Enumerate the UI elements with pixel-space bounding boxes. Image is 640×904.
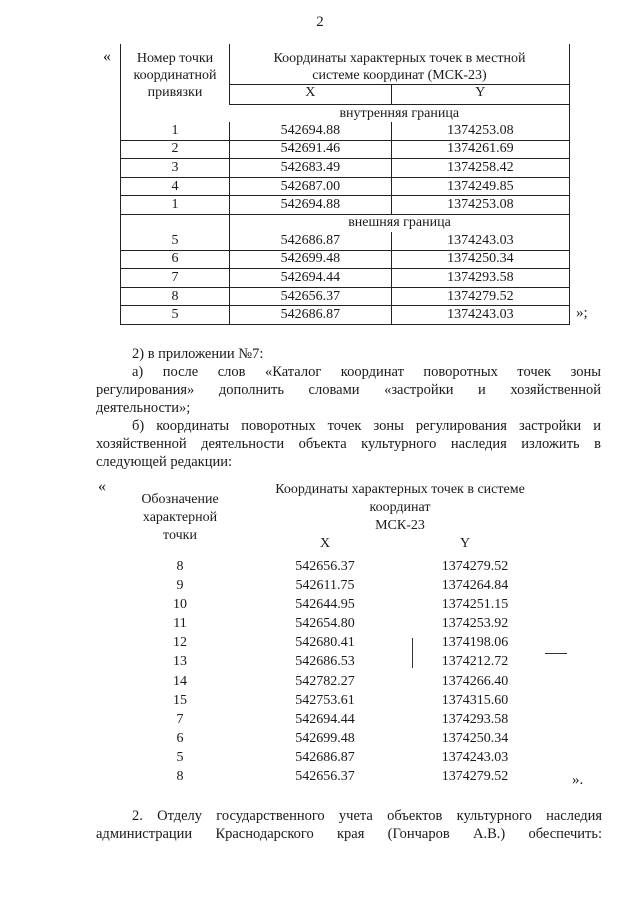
table-cell-x: 542694.88 (230, 196, 392, 215)
table2-cell-n: 10 (173, 597, 187, 613)
table2-cell-y: 1374315.60 (441, 692, 509, 708)
table2-close: ». (572, 772, 584, 788)
table-cell-x: 542683.49 (230, 159, 392, 178)
table2-cell-y: 1374198.06 (441, 635, 509, 651)
table-cell-n: 8 (121, 287, 230, 306)
table2-col2-header: Координаты характерных точек в системе координат МСК-23 (275, 482, 525, 533)
table1-y-label: Y (391, 85, 569, 105)
table2-cell-y: 1374243.03 (441, 749, 509, 765)
table2-cell-n: 8 (176, 559, 184, 574)
table2-cell-y: 1374279.52 (441, 769, 509, 785)
scan-mark (412, 638, 413, 668)
open-quote-2: « (98, 478, 106, 495)
table2-cell-y: 1374266.40 (441, 673, 509, 689)
table-cell-n: 4 (121, 177, 230, 196)
table-cell-x: 542691.46 (230, 140, 392, 159)
table1-col2-header: Координаты характерных точек в местной системе координат (МСК-23) (230, 44, 570, 85)
table2-column-x (270, 557, 380, 786)
table2-cell-x: 542699.48 (295, 730, 355, 746)
table2-cell-x: 542686.87 (295, 749, 355, 765)
table2-cell-n: 5 (176, 749, 184, 765)
table-cell-x: 542699.48 (230, 250, 392, 269)
table2-cell-x: 542782.27 (295, 673, 355, 689)
table-cell-n: 6 (121, 250, 230, 269)
para-a: а) после слов «Каталог координат поворотных точек зоны регулирования» дополнить словами «застройки и хозяйственной деятельности»; (96, 364, 601, 416)
table2-cell-y: 1374251.15 (441, 597, 509, 613)
table2-cell-x: 542686.53 (295, 654, 355, 670)
table-cell-y: 1374279.52 (391, 287, 569, 306)
table-row (121, 250, 570, 269)
table2-cell-x: 542680.41 (295, 635, 355, 651)
table-cell-y: 1374250.34 (391, 250, 569, 269)
table1-close: »; (576, 305, 588, 321)
table2-cell-x: 542656.37 (295, 559, 355, 574)
table2-column-y (410, 557, 540, 786)
table2-cell-y: 1374212.72 (441, 654, 509, 670)
table-cell-x: 542686.87 (230, 306, 392, 325)
table-row (121, 287, 570, 306)
table2-cell-n: 13 (173, 654, 187, 670)
table2-y-label: Y (459, 536, 471, 551)
table-cell-y: 1374253.08 (391, 122, 569, 140)
table2-cell-n: 7 (176, 711, 184, 727)
table2-col1-header: Обозначение характерной точки (141, 492, 219, 543)
table2-cell-n: 12 (173, 635, 187, 651)
table2-cell-x: 542694.44 (295, 711, 355, 727)
table-row (121, 306, 570, 325)
table-cell-n: 3 (121, 159, 230, 178)
table-cell-n: 5 (121, 306, 230, 325)
table-cell-n: 2 (121, 140, 230, 159)
table2-cell-n: 9 (176, 578, 184, 594)
table2-cell-x: 542654.80 (295, 616, 355, 632)
table-row (121, 140, 570, 159)
page-number: 2 (316, 14, 324, 30)
table-cell-y: 1374253.08 (391, 196, 569, 215)
table2-cell-y: 1374279.52 (441, 559, 509, 574)
table2-cell-n: 15 (173, 692, 187, 708)
table-cell-y: 1374293.58 (391, 269, 569, 288)
table-boundary-coordinates (120, 44, 570, 325)
table2-cell-x: 542753.61 (295, 692, 355, 708)
table-row (121, 269, 570, 288)
table-cell-n: 5 (121, 232, 230, 250)
table-row (121, 122, 570, 140)
table-cell-y: 1374243.03 (391, 306, 569, 325)
table2-cell-n: 11 (173, 616, 187, 632)
table-cell-x: 542656.37 (230, 287, 392, 306)
table-row (121, 232, 570, 250)
scan-mark (545, 653, 567, 654)
table2-cell-x: 542644.95 (295, 597, 355, 613)
table1-x-label: X (230, 85, 392, 105)
table1-col1-header: Номер точки координатной привязки (121, 44, 230, 105)
open-quote-1: « (103, 48, 111, 65)
para-b: б) координаты поворотных точек зоны регулирования застройки и хозяйственной деятельности объекта культурного наследия изложить в следующей редакции: (96, 418, 601, 470)
table2-cell-y: 1374250.34 (441, 730, 509, 746)
table-cell-y: 1374261.69 (391, 140, 569, 159)
table2-cell-y: 1374253.92 (441, 616, 509, 632)
para-final: 2. Отделу государственного учета объектов культурного наследия администрации Краснодарского края (Гончаров А.В.) обеспечить: (96, 808, 602, 842)
table2-cell-y: 1374264.84 (441, 578, 509, 594)
table2-cell-y: 1374293.58 (441, 711, 509, 727)
table1-group2-label: внешняя граница (230, 214, 570, 232)
table2-cell-n: 14 (173, 673, 187, 689)
table2-column-point (150, 557, 210, 786)
table2-cell-x: 542611.75 (295, 578, 355, 594)
table-cell-x: 542687.00 (230, 177, 392, 196)
table-cell-y: 1374258.42 (391, 159, 569, 178)
table-row (121, 159, 570, 178)
para-appendix-7: 2) в приложении №7: (132, 346, 264, 362)
table-cell-y: 1374249.85 (391, 177, 569, 196)
table-cell-n: 1 (121, 122, 230, 140)
table1-group1-label: внутренняя граница (230, 105, 570, 123)
table-cell-x: 542686.87 (230, 232, 392, 250)
table2-cell-n: 8 (176, 769, 184, 785)
table-cell-n: 1 (121, 196, 230, 215)
table-cell-y: 1374243.03 (391, 232, 569, 250)
table-cell-n: 7 (121, 269, 230, 288)
table-cell-x: 542694.44 (230, 269, 392, 288)
table-row (121, 177, 570, 196)
table-cell-x: 542694.88 (230, 122, 392, 140)
table2-cell-n: 6 (176, 730, 184, 746)
table2-cell-x: 542656.37 (295, 769, 355, 785)
table2-x-label: X (319, 536, 331, 551)
table-row (121, 196, 570, 215)
